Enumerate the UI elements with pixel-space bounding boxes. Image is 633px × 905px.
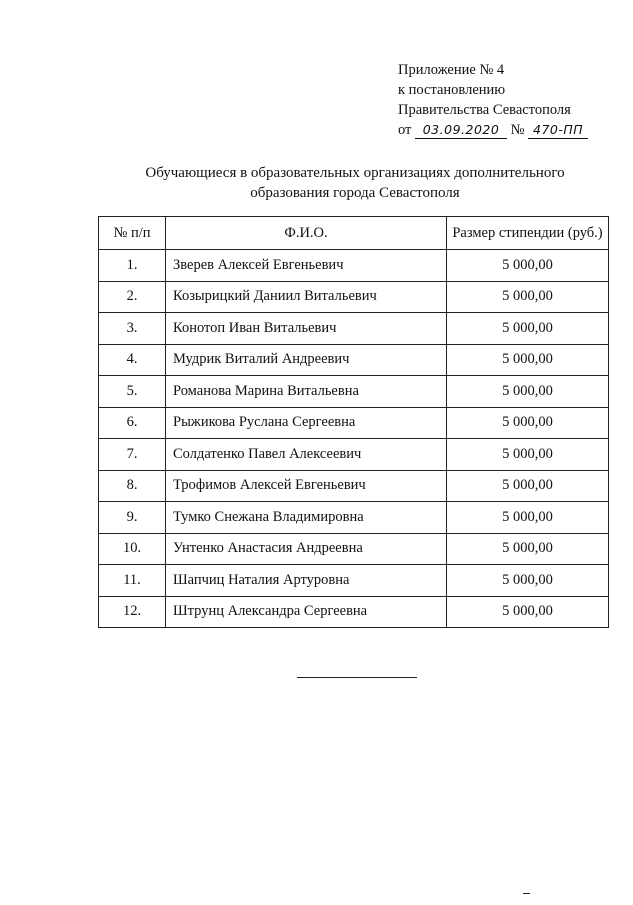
- student-name: Рыжикова Руслана Сергеевна: [166, 407, 447, 439]
- student-name: Трофимов Алексей Евгеньевич: [166, 470, 447, 502]
- end-divider: [297, 677, 417, 678]
- table-row: [99, 376, 609, 408]
- table-row: [99, 565, 609, 597]
- header-amount: Размер стипендии (руб.): [447, 217, 609, 250]
- table-row: [99, 250, 609, 282]
- from-label: от: [398, 122, 412, 138]
- scholarship-amount: 5 000,00: [447, 596, 609, 628]
- document-title: [100, 163, 610, 203]
- student-name: Романова Марина Витальевна: [166, 376, 447, 408]
- appendix-header: [398, 60, 588, 140]
- table-row: [99, 502, 609, 534]
- appendix-subtitle: к постановлению: [398, 82, 506, 98]
- student-name: Козырицкий Даниил Витальевич: [166, 281, 447, 313]
- student-name: Конотоп Иван Витальевич: [166, 313, 447, 345]
- table-row: [99, 344, 609, 376]
- handwritten-number: 470-ПП: [528, 122, 588, 139]
- row-number: 12.: [99, 596, 166, 628]
- scholarship-amount: 5 000,00: [447, 439, 609, 471]
- row-number: 2.: [99, 281, 166, 313]
- header-name: Ф.И.О.: [166, 217, 447, 250]
- student-name: Унтенко Анастасия Андреевна: [166, 533, 447, 565]
- scholarship-amount: 5 000,00: [447, 344, 609, 376]
- scholarship-amount: 5 000,00: [447, 313, 609, 345]
- number-label: №: [510, 122, 525, 138]
- scholarship-amount: 5 000,00: [447, 407, 609, 439]
- table-row: [99, 281, 609, 313]
- page-mark: [523, 893, 530, 894]
- student-name: Мудрик Виталий Андреевич: [166, 344, 447, 376]
- appendix-date-line: [398, 120, 588, 140]
- row-number: 5.: [99, 376, 166, 408]
- row-number: 6.: [99, 407, 166, 439]
- row-number: 7.: [99, 439, 166, 471]
- row-number: 10.: [99, 533, 166, 565]
- scholarship-amount: 5 000,00: [447, 470, 609, 502]
- student-name: Солдатенко Павел Алексеевич: [166, 439, 447, 471]
- table-row: [99, 407, 609, 439]
- student-name: Шапчиц Наталия Артуровна: [166, 565, 447, 597]
- table-row: [99, 470, 609, 502]
- title-line-1: Обучающиеся в образовательных организациях дополнительного: [145, 165, 565, 181]
- table-header-row: [99, 217, 609, 250]
- header-number: № п/п: [99, 217, 166, 250]
- scholarship-table: [98, 216, 609, 628]
- appendix-issuer: Правительства Севастополя: [398, 102, 571, 118]
- row-number: 1.: [99, 250, 166, 282]
- row-number: 11.: [99, 565, 166, 597]
- scholarship-amount: 5 000,00: [447, 250, 609, 282]
- appendix-title: Приложение № 4: [398, 62, 505, 78]
- student-name: Штрунц Александра Сергеевна: [166, 596, 447, 628]
- handwritten-date: 03.09.2020: [415, 122, 507, 139]
- table-row: [99, 439, 609, 471]
- table-row: [99, 533, 609, 565]
- scholarship-amount: 5 000,00: [447, 281, 609, 313]
- row-number: 4.: [99, 344, 166, 376]
- scholarship-amount: 5 000,00: [447, 565, 609, 597]
- row-number: 8.: [99, 470, 166, 502]
- scholarship-amount: 5 000,00: [447, 376, 609, 408]
- row-number: 9.: [99, 502, 166, 534]
- title-line-2: образования города Севастополя: [250, 185, 460, 201]
- table-row: [99, 313, 609, 345]
- student-name: Тумко Снежана Владимировна: [166, 502, 447, 534]
- student-name: Зверев Алексей Евгеньевич: [166, 250, 447, 282]
- scholarship-amount: 5 000,00: [447, 533, 609, 565]
- row-number: 3.: [99, 313, 166, 345]
- scholarship-amount: 5 000,00: [447, 502, 609, 534]
- table-row: [99, 596, 609, 628]
